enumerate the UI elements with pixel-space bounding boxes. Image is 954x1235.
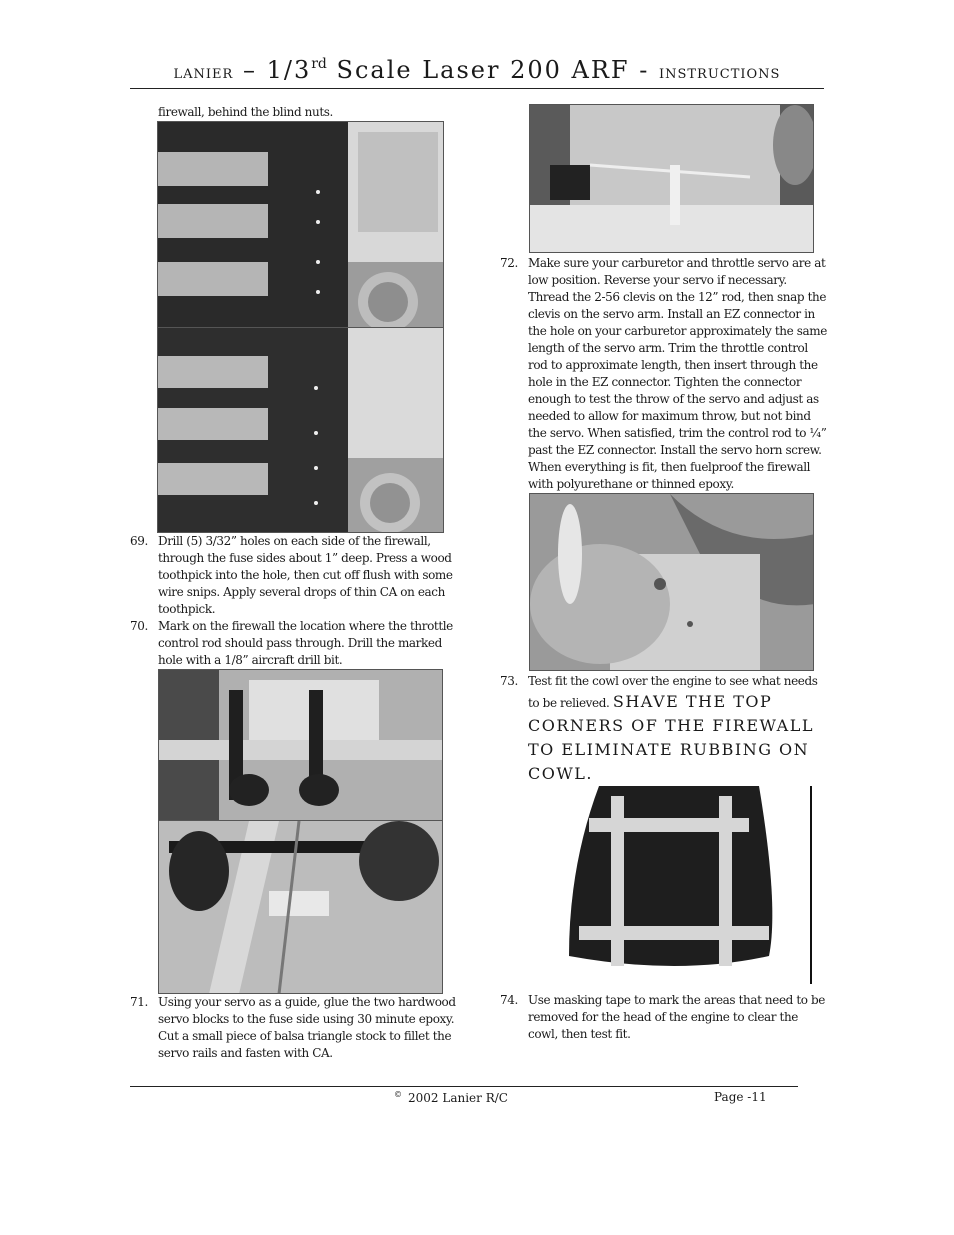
header-title-sup: rd — [311, 56, 327, 72]
photo-throttle-servo-linkage — [529, 104, 814, 253]
photo-servo-rails-clamp — [158, 821, 443, 994]
step-72 — [500, 255, 830, 493]
photo-cowl-masking-tape — [529, 786, 814, 984]
step-70-text: Mark on the firewall the location where the throttle control rod should pass through. Drill the marked hole with a 1/8” aircraft drill bit. — [158, 619, 453, 667]
header-section: INSTRUCTIONS — [658, 67, 781, 82]
step-73-text: Test fit the cowl over the engine to see what needs to be relieved. — [528, 674, 818, 710]
footer-copyright — [394, 1090, 508, 1105]
step-72-number: 72. — [500, 256, 518, 270]
step-74-number: 74. — [500, 993, 518, 1007]
step-69-text: Drill (5) 3/32” holes on each side of the firewall, through the fuse sides about 1” deep. Press a wood toothpick into the hole, then cut off flush with some wire snips. Apply several drops of thin CA on each toothpick. — [158, 534, 453, 616]
header-title-scale: 1/3 — [266, 56, 312, 84]
step-68-continuation: firewall, behind the blind nuts. — [158, 105, 333, 119]
photo-firewall-blind-nuts-1 — [157, 121, 444, 328]
step-69 — [130, 533, 460, 618]
step-72-text: Make sure your carburetor and throttle servo are at low position. Reverse your servo if necessary. Thread the 2-56 clevis on the 12” rod, then snap the clevis on the servo arm. Install an EZ connector in the hole on your carburetor approximately the same length of the servo arm. Trim the throttle control rod to approximate length, then insert through the hole in the EZ connector. Tighten the connector enough to test the throw of the servo and adjust as needed to allow for maximum throw, but not bind the servo. When satisfied, trim the control rod to ¼” past the EZ connector. Install the servo horn screw. When everything is fit, then fuelproof the firewall with polyurethane or thinned epoxy. — [528, 256, 827, 491]
left-column — [130, 104, 460, 1062]
footer-divider — [130, 1086, 798, 1087]
step-69-number: 69. — [130, 534, 148, 548]
step-73-body — [528, 673, 830, 786]
page-number: Page -11 — [714, 1090, 767, 1104]
copyright-text: 2002 Lanier R/C — [408, 1091, 508, 1105]
step-71-text: Using your servo as a guide, glue the two hardwood servo blocks to the fuse side using 30 minute epoxy. Cut a small piece of balsa triangle stock to fillet the servo rails and fasten with CA. — [158, 995, 456, 1060]
step-71 — [130, 994, 460, 1062]
step-73-emphasis: SHAVE THE TOP CORNERS OF THE FIREWALL TO ELIMINATE RUBBING ON COWL. — [528, 692, 814, 783]
copyright-symbol: © — [394, 1090, 402, 1099]
step-74-text: Use masking tape to mark the areas that need to be removed for the head of the engine to clear the cowl, then test fit. — [528, 993, 826, 1041]
header-dash-2: - — [629, 56, 659, 84]
photo-servo-blocks-clamps — [158, 669, 443, 821]
step-70-number: 70. — [130, 619, 148, 633]
right-column — [500, 104, 830, 1043]
page-header — [130, 56, 824, 89]
step-73 — [500, 673, 830, 786]
step-71-number: 71. — [130, 995, 148, 1009]
photo-firewall-blind-nuts-2 — [157, 328, 444, 533]
photo-fuelproofed-firewall — [529, 493, 814, 671]
step-74 — [500, 992, 830, 1043]
header-dash: – — [233, 56, 267, 84]
header-title: Scale Laser 200 ARF — [326, 56, 630, 84]
step-70 — [130, 618, 460, 669]
header-brand: LANIER — [173, 67, 234, 82]
step-73-number: 73. — [500, 674, 518, 688]
